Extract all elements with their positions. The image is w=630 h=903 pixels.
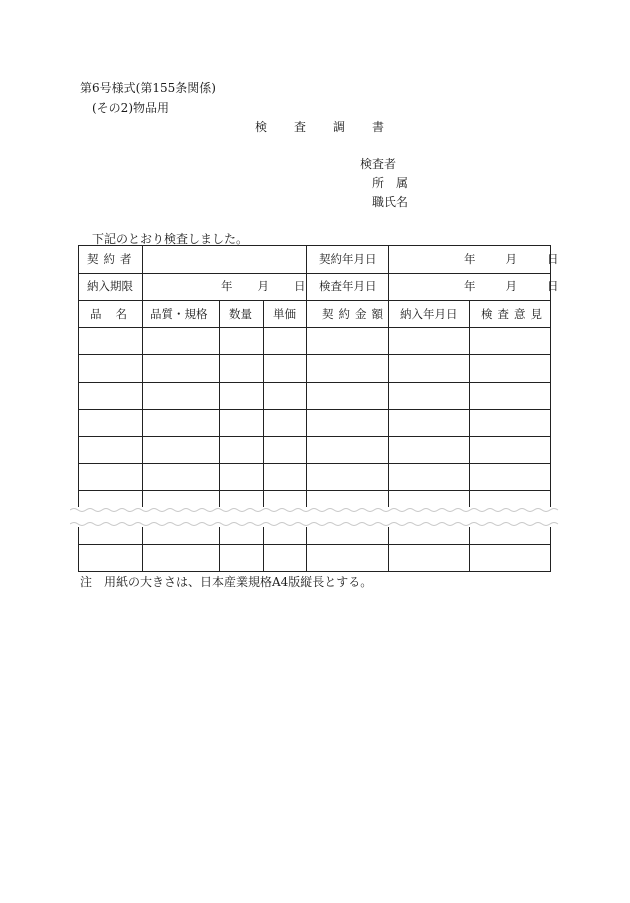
contract-date-value [464, 252, 559, 266]
date-day: 日 [547, 279, 559, 293]
date-month: 月 [505, 252, 517, 266]
column-header-quality-spec: 品質・規格 [150, 307, 208, 321]
footnote: 注 用紙の大きさは、日本産業規格A4版縦長とする。 [80, 575, 373, 589]
table-rule [78, 273, 551, 274]
date-year: 年 [464, 279, 476, 293]
affiliation-char-1: 所 [372, 176, 385, 190]
contractor-label: 契約者 [87, 252, 137, 266]
column-header-delivery-date: 納入年月日 [400, 307, 458, 321]
column-header-item-name: 品名 [90, 307, 141, 321]
date-year: 年 [464, 252, 476, 266]
inspection-statement: 下記のとおり検査しました。 [92, 232, 249, 246]
form-subtitle: (その2)物品用 [92, 101, 169, 115]
table-rule [78, 490, 551, 491]
column-header-quantity: 数量 [229, 307, 252, 321]
table-rule [78, 354, 551, 355]
document-title: 検査調書 [255, 120, 412, 134]
contract-date-label: 契約年月日 [319, 252, 377, 266]
table-rule [78, 463, 551, 464]
affiliation-char-2: 属 [396, 176, 409, 190]
table-rule [78, 245, 551, 246]
inspection-date-value [464, 279, 559, 293]
table-rule [219, 300, 220, 572]
table-rule [78, 382, 551, 383]
column-header-inspection-opinion: 検査意見 [481, 307, 547, 321]
date-year: 年 [221, 279, 233, 293]
table-rule [78, 300, 551, 301]
table-rule [78, 544, 551, 545]
inspection-date-label: 検査年月日 [319, 279, 377, 293]
table-rule [142, 245, 143, 300]
table-rule [142, 300, 143, 572]
date-day: 日 [294, 279, 306, 293]
table-rule [388, 300, 389, 572]
table-rule [306, 245, 307, 300]
table-rule [78, 327, 551, 328]
table-rule [78, 409, 551, 410]
table-rule [78, 571, 551, 572]
table-rule [388, 245, 389, 300]
delivery-deadline-label: 納入期限 [87, 279, 133, 293]
column-header-unit-price: 単価 [273, 307, 296, 321]
table-rule [469, 300, 470, 572]
date-day: 日 [547, 252, 559, 266]
column-header-contract-amount: 契約金額 [322, 307, 388, 321]
date-month: 月 [257, 279, 269, 293]
delivery-deadline-value [221, 279, 306, 293]
inspector-label: 検査者 [360, 157, 397, 171]
form-number: 第6号様式(第155条関係) [80, 81, 216, 95]
table-rule [263, 300, 264, 572]
date-month: 月 [505, 279, 517, 293]
table-rule [78, 436, 551, 437]
job-title-name-label: 職氏名 [372, 195, 409, 209]
affiliation-label [372, 176, 408, 190]
table-rule [306, 300, 307, 572]
table-break-marker [70, 507, 562, 527]
